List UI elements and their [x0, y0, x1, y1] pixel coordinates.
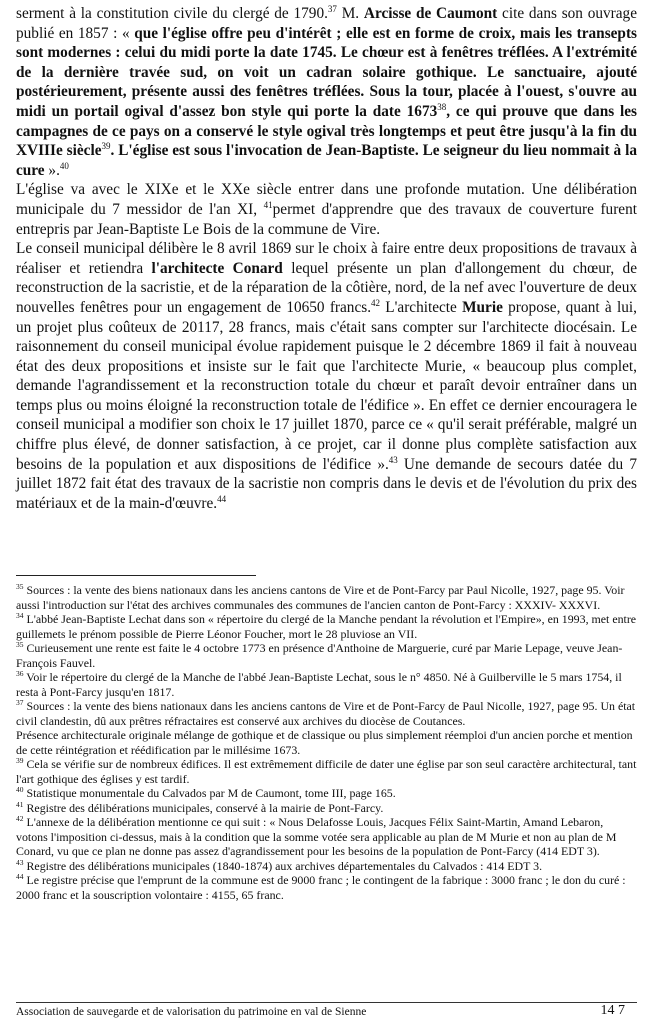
- footnote-ref: 39: [101, 141, 111, 152]
- footnote-separator: [16, 575, 256, 576]
- footnote: $^{41}$ Registre des délibérations municipales, conservé à la mairie de Pont-Farcy.: [16, 799, 384, 815]
- paragraph-2: L'église va avec le XIXe et le XXe siècle entrer dans une profonde mutation. Une délibération municipale du 7 messidor de l'an XI, $^{41}$permet d'apprendre que des travaux de couverture furent entrepris par Jean-Baptiste Le Bois de la commune de Vire.: [16, 181, 637, 238]
- footnote: $^{44}$ Le registre précise que l'emprunt de la commune est de 9000 franc ; le contingent de la fabrique : 3000 franc ; le don du curé : 2000 franc et la souscription volontaire : 4155, 65 franc.: [16, 872, 626, 902]
- footnote: $^{39}$ Cela se vérifie sur de nombreux édifices. Il est extrêmement difficile de dater une église par son seul caractère architectural, tant l'art gothique des églises y est tardif.: [16, 756, 637, 786]
- footnote: $^{36}$ Voir le répertoire du clergé de la Manche de l'abbé Jean-Baptiste Lechat, sous le n° 4850. Né à Guilberville le 5 mars 1754, il resta à Pont-Farcy jusqu'en 1817.: [16, 669, 622, 699]
- footnote-ref: 37: [327, 3, 337, 14]
- paragraph-1: serment à la constitution civile du clergé de 1790.37 M. Arcisse de Caumont cite dans son ouvrage publié en 1857 : « que l'église offre peu d'intérêt ; elle est en forme de croix, mais les transepts sont modernes : celui du midi porte la date 1745. Le chœur est à fenêtres tréflées. A l'extrémité de la dernière travée sud, on voit un cadran solaire gothique. Le sanctuaire, ajouté postérieurement, présente aussi des fenêtres tréflées. Sous la tour, placée à l'ouest, s'ouvre au midi un portail ogival d'assez bon style qui porte la date 1673$^{38}$, ce qui prouve que dans les campagnes de ce pays on a conservé le style ogival très longtemps et peut être jusqu'à la fin du XVIIIe siècle$^{39}$. L'église est sous l'invocation de Jean-Baptiste. Le seigneur du lieu nommait à la cure ».$^{40}$: [16, 3, 638, 179]
- footnote: $^{37}$ Sources : la vente des biens nationaux dans les anciens cantons de Vire et de Pont-Farcy de Paul Nicolle, 1927, page 95. Un état civil clandestin, dû aux prêtres réfractaires est conservé aux archives du diocèse de Coutances.: [16, 698, 636, 728]
- footnote: $^{40}$ Statistique monumentale du Calvados par M de Caumont, tome III, page 165.: [16, 785, 396, 800]
- footnote-ref: 43: [388, 454, 398, 465]
- footnote: $^{35}$ Sources : la vente des biens nationaux dans les anciens cantons de Vire et de Pont-Farcy par Paul Nicolle, 1927, page 95. Voir aussi l'introduction sur l'état des archives communales des communes de l'ancien canton de Pont-Farcy : XXXIV- XXXVI.: [16, 582, 625, 612]
- main-text: [16, 4, 637, 513]
- footer-text: Association de sauvegarde et de valorisation du patrimoine en val de Sienne: [16, 1006, 367, 1018]
- footnote-ref: 44: [217, 493, 227, 504]
- footnote: $^{43}$ Registre des délibérations municipales (1840-1874) aux archives départementales du Calvados : 414 EDT 3.: [16, 857, 543, 873]
- footnotes: [16, 583, 637, 902]
- footnote-ref: 40: [59, 160, 69, 171]
- footnote: $^{42}$ L'annexe de la délibération mentionne ce qui suit : « Nous Delafosse Louis, Jacques Félix Saint-Martin, Amand Lebaron, votons l'imposition ci-dessus, mais à la condition que la somme votée sera applicable au plan de M Murie et non au plan de M Conard, vu que ce plan ne donne pas assez d'agrandissement pour les besoins de la population de Pont-Farcy (414 EDT 3).: [16, 814, 617, 858]
- footnote: Présence architecturale originale mélange de gothique et de classique ou plus simplement réemploi d'un ancien porche et mention de cette réintégration et réédification par le millésime 1673.: [16, 728, 633, 757]
- footnote-ref: 38: [437, 101, 447, 112]
- page-number: 14 7: [600, 1003, 625, 1018]
- footnote-ref: 41: [263, 199, 273, 210]
- footnote: $^{34}$ L'abbé Jean-Baptiste Lechat dans son « répertoire du clergé de la Manche pendant la révolution et l'Empire», en 1993, met entre guillemets le prénom possible de Pierre Léonor Foucher, mort le 28 pluviose an VII.: [16, 611, 637, 641]
- footnote: $^{35}$ Curieusement une rente est faite le 4 octobre 1773 en présence d'Anthoine de Marguerie, curé par Marie Lepage, veuve Jean-François Fauvel.: [16, 640, 623, 670]
- footnote-ref: 42: [371, 297, 381, 308]
- paragraph-3: Le conseil municipal délibère le 8 avril 1869 sur le choix à faire entre deux propositions de travaux à réaliser et retiendra l'architecte Conard lequel présente un plan d'allongement du chœur, de reconstruction de la sacristie, et de la réparation de la côtière, nord, de la nef avec l'ouverture de deux nouvelles fenêtres pour un engagement de 10650 francs.$^{42}$ L'architecte Murie propose, quant à lui, un projet plus coûteux de 20117, 28 francs, mais c'était sans compter sur l'architecte diocésain. Le raisonnement du conseil municipal évolue rapidement puisque le 2 décembre 1869 il fait à nouveau état des deux propositions et insiste sur le fait que l'architecte Murie, « beaucoup plus complet, demande l'agrandissement et la reconstruction totale du chœur et paraît devoir entraîner dans un temps plus ou moins éloigné la reconstruction totale de l'édifice ». En effet ce dernier encouragera le conseil municipal a modifier son choix le 17 juillet 1870, parce ce « qu'il serait préférable, malgré un chiffre plus élevé, de donner satisfaction, à ce projet, car il donne plus complète satisfaction aux besoins de la population et aux dispositions de l'édifice ».$^{43}$ Une demande de secours datée du 7 juillet 1872 fait état des travaux de la sacristie non compris dans le devis et de l'évolution du prix des matériaux et de la main-d'œuvre.$^{44}$: [16, 240, 637, 512]
- page-footer: [16, 1005, 637, 1020]
- footer-separator: [16, 1002, 637, 1003]
